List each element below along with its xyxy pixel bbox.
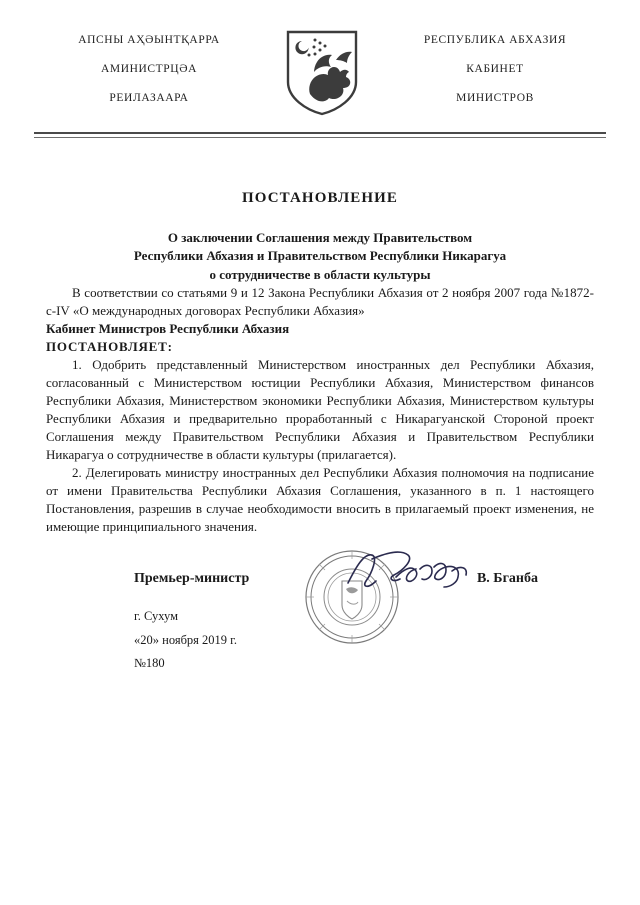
header-left-block	[34, 26, 254, 104]
header-right-line-1: РЕСПУБЛИКА АБХАЗИЯ	[423, 34, 567, 46]
issue-city: г. Сухум	[134, 609, 179, 624]
page-title: ПОСТАНОВЛЕНИЕ	[241, 190, 399, 206]
document-header	[0, 0, 640, 116]
resolution-item-2: 2. Делегировать министру иностранных дел Республики Абхазия полномочия на подписание от имени Правительства Республики Абхазия Соглашения, указанного в п. 1 настоящего Постановления, разрешив в случае необходимости вносить в прилагаемый проект изменения, не имеющие принципиального значения.	[46, 464, 594, 534]
header-divider	[34, 132, 606, 138]
header-right-block	[390, 26, 606, 104]
header-divider-rule	[34, 132, 606, 138]
header-left-line-2: АМИНИСТРЦӘА	[100, 63, 198, 75]
header-right-line-2: КАБИНЕТ	[466, 63, 524, 75]
signature-row	[46, 571, 594, 587]
resolves-heading: ПОСТАНОВЛЯЕТ:	[46, 339, 173, 355]
document-footer	[46, 605, 594, 674]
issue-date: «20» ноября 2019 г.	[134, 632, 238, 647]
issuing-authority: Кабинет Министров Республики Абхазия	[46, 321, 290, 337]
document-subtitle-line-1: О заключении Соглашения между Правительством	[167, 230, 473, 245]
signer-name: В. Бганба	[476, 571, 538, 587]
header-right-line-3: МИНИСТРОВ	[456, 92, 534, 104]
document-number: №180	[134, 655, 165, 670]
document-subtitle	[46, 229, 594, 284]
signature-block	[46, 571, 594, 691]
document-body	[0, 190, 640, 691]
coat-of-arms-abkhazia-icon	[284, 28, 360, 116]
legal-basis-paragraph: В соответствии со статьями 9 и 12 Закона Республики Абхазия от 2 ноября 2007 года №1872-с-IV «О международных договорах Республики Абхазия»	[46, 285, 594, 319]
header-left-line-1: АПСНЫ АҲӘЫНТҚАРРА	[78, 34, 220, 46]
signer-position: Премьер-министр	[134, 571, 250, 587]
document-subtitle-line-3: о сотрудничестве в области культуры	[209, 266, 431, 282]
resolution-item-1: 1. Одобрить представленный Министерством иностранных дел Республики Абхазия, согласованный с Министерством юстиции Республики Абхазия, Министерством финансов Республики Абхазия, Министерством экономики Республики Абхазия, Министерством культуры Республики Абхазия и предварительно проработанный с Никарагуанской Стороной проект Соглашения между Правительством Республики Абхазия и Правительством Республики Никарагуа о сотрудничестве в области культуры (прилагается).	[46, 357, 594, 462]
document-subtitle-line-2: Республики Абхазия и Правительством Республики Никарагуа	[133, 248, 507, 264]
header-left-line-3: РЕИЛАЗААРА	[109, 92, 189, 104]
